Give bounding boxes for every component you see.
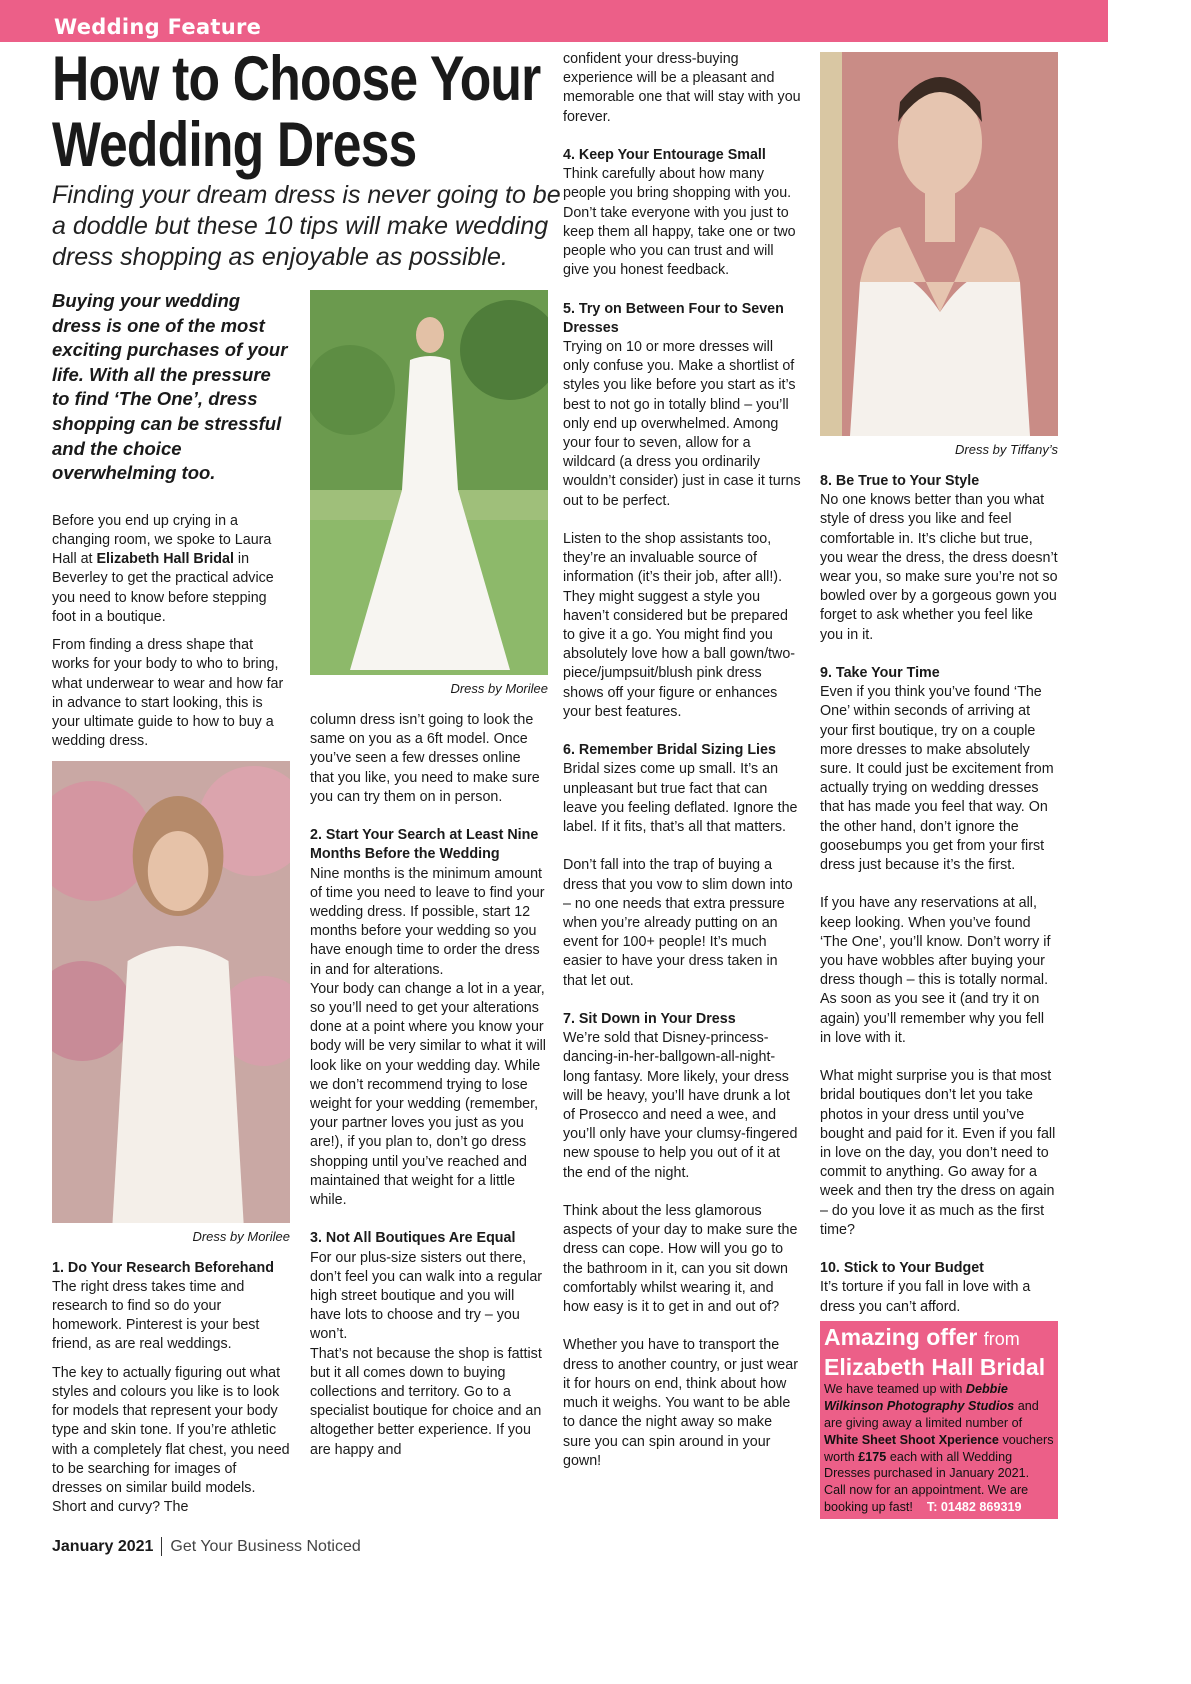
photo-caption: Dress by Tiffany’s [955,442,1058,457]
photo-figure [310,290,548,697]
body-paragraph [563,338,801,511]
text-run: Bridal sizes come up small. It’s an unpleasant but true fact that can leave you feeling deflated. Ignore the label. If it fits, that’s all that matters. [563,761,798,836]
tip-heading: 1. Do Your Research Beforehand [52,1259,274,1276]
column-1 [52,289,290,1527]
body-paragraph [310,980,548,1210]
body-paragraph [563,1336,801,1470]
text-run: The right dress takes time and research to find so do your homework. Pinterest is your best friend, as are real weddings. [52,1278,260,1353]
text-run: Think carefully about how many people you bring shopping with you. Don’t take everyone with you just to keep them all happy, take one or two people who you can trust and will give you honest feedback. [563,166,796,279]
text-run: Whether you have to transport the dress to another country, or just wear it for hours on end, think about how much it weighs. You want to be able to dance the night away so make sure you can spin around in your gown! [563,1337,798,1469]
text-run: Trying on 10 or more dresses will only confuse you. Make a shortlist of styles you like before you start as it’s best to not go in totally blind – you’ll only end up overwhelmed. Among your four to seven, allow for a wildcard (a dress you ordinarily wouldn’t consider) just in case it turns out to be perfect. [563,339,801,509]
section-header-bar [0,0,1108,42]
offer-box [820,1321,1058,1519]
title-line: How to Choose Your [52,44,541,114]
footer-tagline: Get Your Business Noticed [170,1538,361,1555]
text-run: From finding a dress shape that works for your body to who to bring, what underwear to wear and how far in advance to start looking, this is your ultimate guide to how to buy a wedding dress. [52,637,284,750]
text-run: What might surprise you is that most bridal boutiques don’t let you take photos in your dress until you’ve bought and paid for it. Even if you fall in love on the day, you don’t need to commit to anything. Go away for a week and then try the dress on again – do you love it as much as the first time? [820,1068,1056,1238]
text-run: Even if you think you’ve found ‘The One’ within seconds of arriving at your first boutique, try on a couple more dresses to make absolutely sure. It could just be excitement from actually trying on wedding dresses that has made you feel that way. On the other hand, don’t ignore the goosebumps you get from your first dress just because it’s the first. [820,684,1054,874]
text-run: Buying your wedding dress is one of the most exciting purchases of your life. With all the pressure to find ‘The One’, dress shopping can be stressful and the choice overwhelming too. [52,290,288,484]
body-paragraph [820,1278,1058,1316]
body-paragraph [52,1278,290,1355]
text-run: Elizabeth Hall Bridal [96,551,234,568]
body-paragraph [310,1345,548,1460]
column-3 [563,50,801,1490]
intro-paragraph [52,289,290,486]
footer-divider [161,1537,162,1556]
text-run: vouchers worth [824,1432,1054,1464]
offer-title: Amazing offer [824,1323,978,1350]
tip-heading: 4. Keep Your Entourage Small [563,147,766,163]
dress-photo [52,761,290,1223]
body-paragraph [310,865,548,980]
photo-caption: Dress by Morilee [192,1228,290,1244]
text-run: Your body can change a lot in a year, so you’ll need to get your alterations done at a point where you know your body will be very similar to what it will look like on your wedding day. While we don’t recommend trying to lose weight for your wedding (remember, your partner loves you just as you are!), if you plan to, don’t go dress shopping until you’ve reached and maintained that weight for a little while. [310,980,546,1209]
text-run: The key to actually figuring out what styles and colours you like is to look for models that represent your body type and skin tone. If you’re athletic with a completely flat chest, you need to be searching for images of dresses on similar build models. Short and curvy? The [52,1364,290,1516]
text-run: Nine months is the minimum amount of time you need to leave to find your wedding dress. If possible, start 12 months before your wedding so you have enough time to order the dress in and for alterations. [310,865,545,978]
dress-photo [820,52,1058,436]
text-run: For our plus-size sisters out there, don’t feel you can walk into a regular high street boutique and you will have lots to choose and try – you won’t. [310,1249,543,1343]
text-run: We have teamed up with [824,1381,966,1396]
body-paragraph [563,856,801,990]
text-run: Think about the less glamorous aspects of your day to make sure the dress can cope. How will you go to the bathroom in it, can you sit down comfortably whilst wearing it, and how easy is it to get in and out of? [563,1203,798,1316]
text-run: in Beverley to get the practical advice you need to know before stepping foot in a boutique. [52,551,274,625]
offer-business: Elizabeth Hall Bridal [824,1353,1046,1380]
text-run: Debbie Wilkinson Photography Studios [824,1381,1015,1413]
tip-heading: 9. Take Your Time [820,665,940,682]
dress-photo [310,290,548,675]
photo-figure [820,52,1058,458]
body-paragraph [52,636,290,751]
text-run: and are giving away a limited number of [824,1398,1039,1430]
issue-date: January 2021 [52,1538,154,1555]
text-run: confident your dress-buying experience will be a pleasant and memorable one that will stay with you forever. [563,51,801,125]
body-paragraph [52,1364,290,1518]
tip-heading: 2. Start Your Search at Least Nine Months Before the Wedding [310,827,539,863]
offer-text [824,1381,1054,1516]
text-run: £175 [858,1449,887,1464]
offer-from: from [983,1328,1020,1349]
body-paragraph [52,512,290,627]
body-paragraph [563,1029,801,1183]
section-label: Wedding Feature [54,15,262,39]
text-run: Before you end up crying in a changing room, we spoke to Laura Hall at [52,512,272,568]
text-run: each with all Wedding Dresses purchased in January 2021. Call now for an appointment. We are booking up fast! [824,1449,1030,1515]
body-paragraph [563,760,801,837]
photo-caption: Dress by Morilee [450,681,548,696]
text-run: Listen to the shop assistants too, they’re an invaluable source of information (it’s their job, after all!). They might suggest a style you haven’t considered but be prepared to give it a go. You might find you absolutely love how a ball gown/two-piece/jumpsuit/blush pink dress shows off your figure or enhances your best features. [563,531,796,720]
tip-heading: 7. Sit Down in Your Dress [563,1011,736,1028]
offer-phone[interactable]: T: 01482 869319 [926,1500,1022,1515]
body-paragraph [820,491,1058,645]
body-paragraph [820,1067,1058,1240]
text-run: It’s torture if you fall in love with a dress you can’t afford. [820,1279,1031,1315]
offer-headline [824,1323,1054,1381]
body-paragraph [563,165,801,280]
body-paragraph [820,894,1058,1048]
tip-heading: 10. Stick to Your Budget [820,1260,984,1277]
body-paragraph [563,1202,801,1317]
body-paragraph [310,711,548,807]
text-run: Don’t fall into the trap of buying a dress that you vow to slim down into – no one needs that extra pressure when you’re already putting on an event for 100+ people! It’s much easier to have your dress taken in that let out. [563,857,793,989]
text-run: White Sheet Shoot Xperience [824,1432,999,1447]
text-run: No one knows better than you what style of dress you like and feel comfortable in. It’s cliche but true, you wear the dress, the dress doesn’t wear you, so make sure you’re not so bowled over by a gorgeous gown you forget to ask whether you feel like you in it. [820,492,1058,643]
body-paragraph [563,50,801,127]
body-paragraph [563,530,801,722]
text-run: We’re sold that Disney-princess-dancing-in-her-ballgown-all-night-long fantasy. More likely, your dress will be heavy, you’ll have drunk a lot of Prosecco and need a wee, and you’ll only have your clumsy-fingered new spouse to help you out of it at the end of the night. [563,1030,798,1181]
text-run: If you have any reservations at all, keep looking. When you’ve found ‘The One’, you’ll know. Don’t worry if you have wobbles after buying your dress though – this is totally normal. As soon as you see it (and try it on again) you’ll remember why you fell in love with it. [820,895,1051,1046]
column-2 [310,290,548,1479]
tip-heading: 3. Not All Boutiques Are Equal [310,1230,516,1247]
page-footer [52,1537,361,1557]
column-4 [820,52,1058,1519]
title-line: Wedding Dress [52,110,417,180]
text-run: column dress isn’t going to look the same on you as a 6ft model. Once you’ve seen a few dresses online that you like, you need to make sure you can try them on in person. [310,712,540,805]
article-subtitle: Finding your dream dress is never going to be a doddle but these 10 tips will make wedding dress shopping as enjoyable as possible. [52,181,561,271]
article-title [52,44,541,180]
body-paragraph [310,1249,548,1345]
tip-heading: 8. Be True to Your Style [820,473,980,489]
tip-heading: 6. Remember Bridal Sizing Lies [563,742,776,759]
tip-heading: 5. Try on Between Four to Seven Dresses [563,300,784,336]
body-paragraph [820,683,1058,875]
photo-figure [52,761,290,1245]
text-run: That’s not because the shop is fattist but it all comes down to buying collections and territory. Go to a specialist boutique for choice and an altogether better experience. If you are happy and [310,1345,542,1458]
